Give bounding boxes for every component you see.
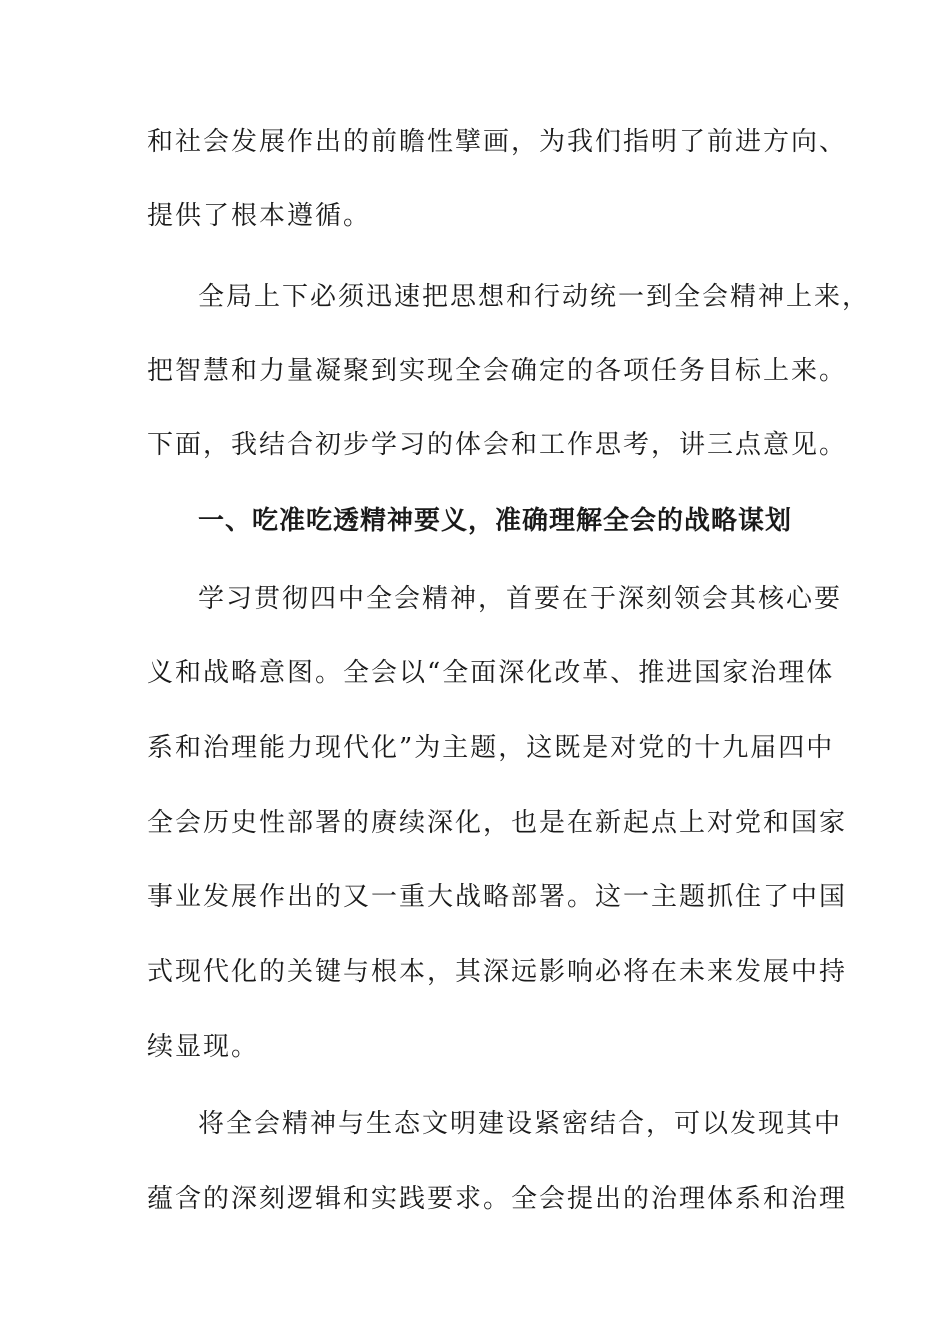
text-line: 下面，我结合初步学习的体会和工作思考，讲三点意见。 [147,430,848,460]
text-line: 续显现。 [147,1032,260,1062]
text-line: 系和治理能力现代化”为主题，这既是对党的十九届四中 [147,733,835,763]
text-line: 和社会发展作出的前瞻性擘画，为我们指明了前进方向、 [147,127,848,157]
paragraph-start-line: 学习贯彻四中全会精神，首要在于深刻领会其核心要 [198,584,843,614]
text-line: 全会历史性部署的赓续深化，也是在新起点上对党和国家 [147,808,848,838]
text-line: 义和战略意图。全会以“全面深化改革、推进国家治理体 [147,658,835,688]
text-line: 事业发展作出的又一重大战略部署。这一主题抓住了中国 [147,882,848,912]
section-heading: 一、吃准吃透精神要义，准确理解全会的战略谋划 [198,506,793,536]
text-line: 蕴含的深刻逻辑和实践要求。全会提出的治理体系和治理 [147,1184,848,1214]
text-line: 把智慧和力量凝聚到实现全会确定的各项任务目标上来。 [147,356,848,386]
paragraph-start-line: 将全会精神与生态文明建设紧密结合，可以发现其中 [198,1109,843,1139]
text-line: 式现代化的关键与根本，其深远影响必将在未来发展中持 [147,957,848,987]
paragraph-start-line: 全局上下必须迅速把思想和行动统一到全会精神上来， [198,282,871,312]
text-line: 提供了根本遵循。 [147,201,372,231]
